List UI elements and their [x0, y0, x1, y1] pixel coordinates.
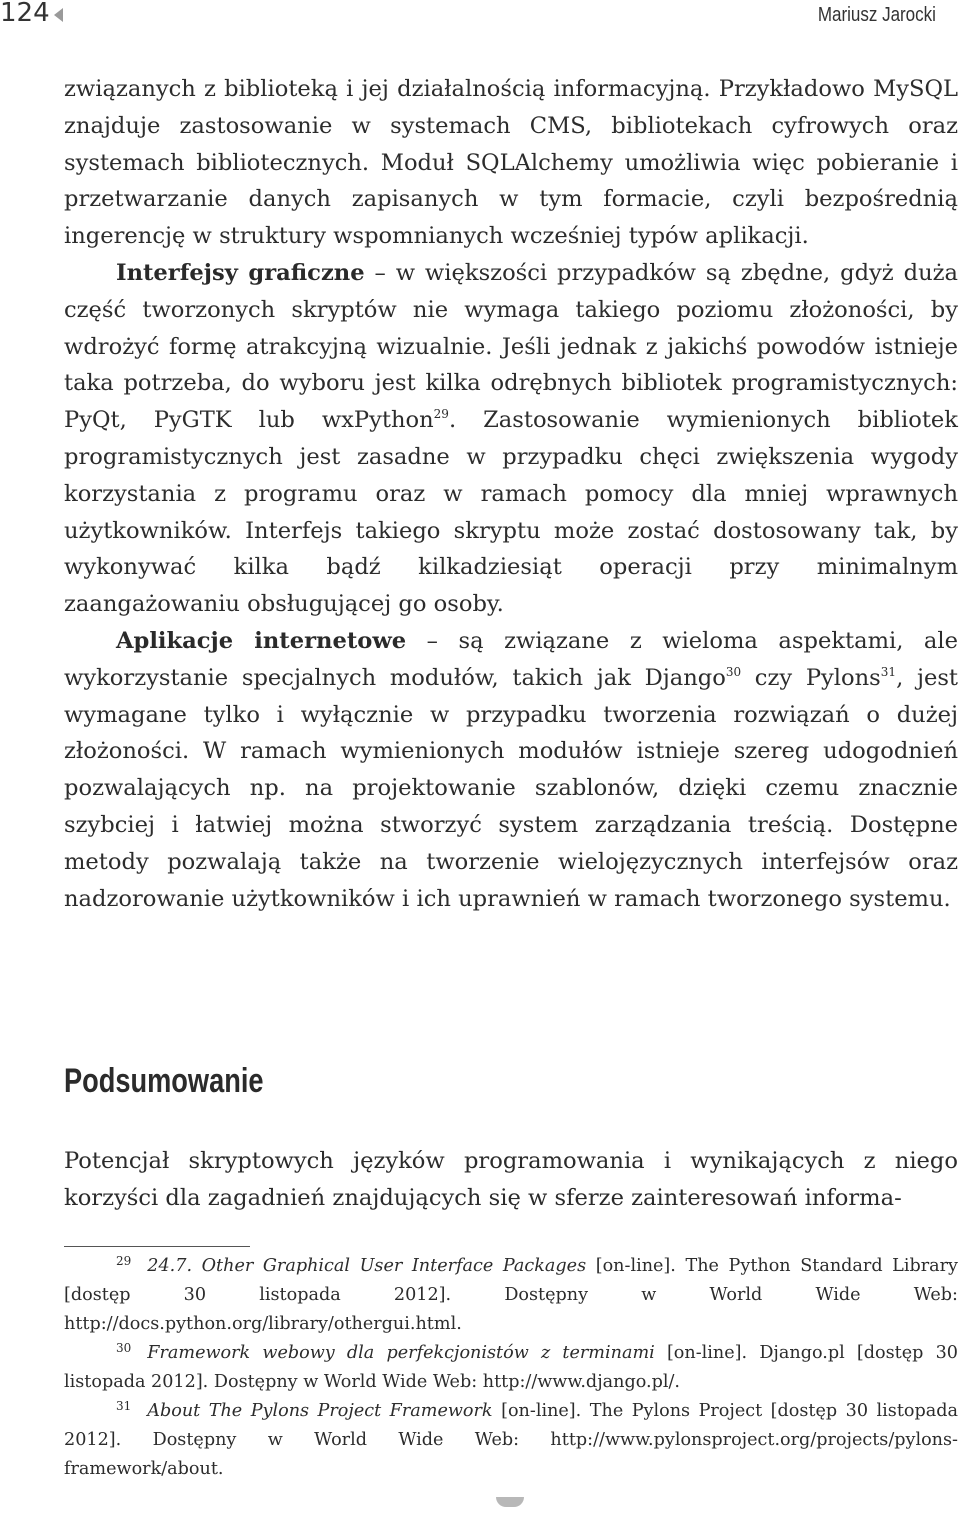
footnote [64, 1252, 958, 1339]
footnote-separator [64, 1246, 250, 1247]
paragraph-web-apps [64, 623, 958, 917]
paragraph-gui [64, 255, 958, 623]
paragraph-text: czy Pylons [741, 664, 881, 691]
footnote-title: About The Pylons Project Framework [147, 1401, 493, 1421]
footnote-number: 30 [116, 1341, 132, 1355]
footnote-text: [on-line]. Django.pl [dostęp 30 listopada 2012]. Dostępny w World Wide Web: http://www.django.pl/. [64, 1343, 958, 1392]
footnote-title: Framework webowy dla perfekcjonistów z terminami [147, 1343, 655, 1363]
term-gui: Interfejsy graficzne [116, 259, 365, 286]
term-web-apps: Aplikacje internetowe [116, 627, 407, 654]
page-arrow-icon [54, 8, 63, 22]
page-number: 124 [0, 0, 50, 28]
paragraph-text: związanych z biblioteką i jej działalnością informacyjną. Przykładowo MySQL znajduje zastosowanie w systemach CMS, bibliotekach cyfrowych oraz systemach bibliotecznych. Moduł SQLAlchemy umożliwia więc pobieranie i przetwarzanie danych zapisanych w tym formacie, czyli bezpośrednią ingerencję w struktury wspomnianych wcześniej typów aplikacji. [64, 76, 958, 250]
section-title: Podsumowanie [64, 1062, 264, 1100]
footnote-title: 24.7. Other Graphical User Interface Packages [147, 1256, 587, 1276]
paragraph-text: . Zastosowanie wymienionych bibliotek programistycznych jest zasadne w przypadku chęci zwiększenia wygody korzystania z programu oraz w ramach pomocy dla mniej wprawnych użytkowników. Interfejs takiego skryptu może zostać dostosowany tak, by wykonywać kilka bądź kilkadziesiąt operacji przy minimalnym zaangażowaniu obsługującej go osoby. [64, 407, 958, 618]
running-author: Mariusz Jarocki [817, 4, 936, 26]
footnote-ref-30: 30 [725, 664, 742, 679]
footnotes [64, 1252, 958, 1484]
page-bottom-mark-icon [496, 1497, 524, 1507]
footnote-text: [on-line]. The Python Standard Library [dostęp 30 listopada 2012]. Dostępny w World Wide Web: http://docs.python.org/library/othergui.html. [64, 1256, 958, 1334]
footnote [64, 1339, 958, 1397]
paragraph-text: – są związane z wieloma aspektami, ale wykorzystanie specjalnych modułów, takich jak Django [64, 627, 958, 691]
page-header [0, 0, 960, 30]
paragraph-text: – w większości przypadków są zbędne, gdyż duża część tworzonych skryptów nie wymaga takiego poziomu złożoności, by wdrożyć formę atrakcyjną wizualnie. Jeśli jednak z jakichś powodów istnieje taka potrzeba, do wyboru jest kilka odrębnych bibliotek programistycznych: PyQt, PyGTK lub wxPython [64, 259, 958, 434]
footnote-ref-29: 29 [433, 407, 449, 422]
footnote-number: 31 [116, 1399, 132, 1413]
paragraph-libraries [64, 71, 958, 255]
footnote-number: 29 [116, 1254, 132, 1268]
footnote-text: [on-line]. The Pylons Project [dostęp 30 listopada 2012]. Dostępny w World Wide Web: http://www.pylonsproject.org/projects/pylons-framework/about. [64, 1401, 958, 1479]
paragraph-text: , jest wymagane tylko i wyłącznie w przypadku tworzenia rozwiązań o dużej złożoności. W ramach wymienionych modułów istnieje szereg udogodnień pozwalających np. na projektowanie szablonów, dzięki czemu znacznie szybciej i łatwiej można stworzyć system zarządzania treścią. Dostępne metody pozwalają także na tworzenie wielojęzycznych interfejsów oraz nadzorowanie użytkowników i ich uprawnień w ramach tworzonego systemu. [64, 664, 958, 912]
footnote-ref-31: 31 [880, 664, 897, 679]
summary-paragraph: Potencjał skryptowych języków programowania i wynikających z niego korzyści dla zagadnień znajdujących się w sferze zainteresowań informa- [64, 1148, 958, 1211]
main-text [64, 71, 958, 917]
footnote [64, 1397, 958, 1484]
